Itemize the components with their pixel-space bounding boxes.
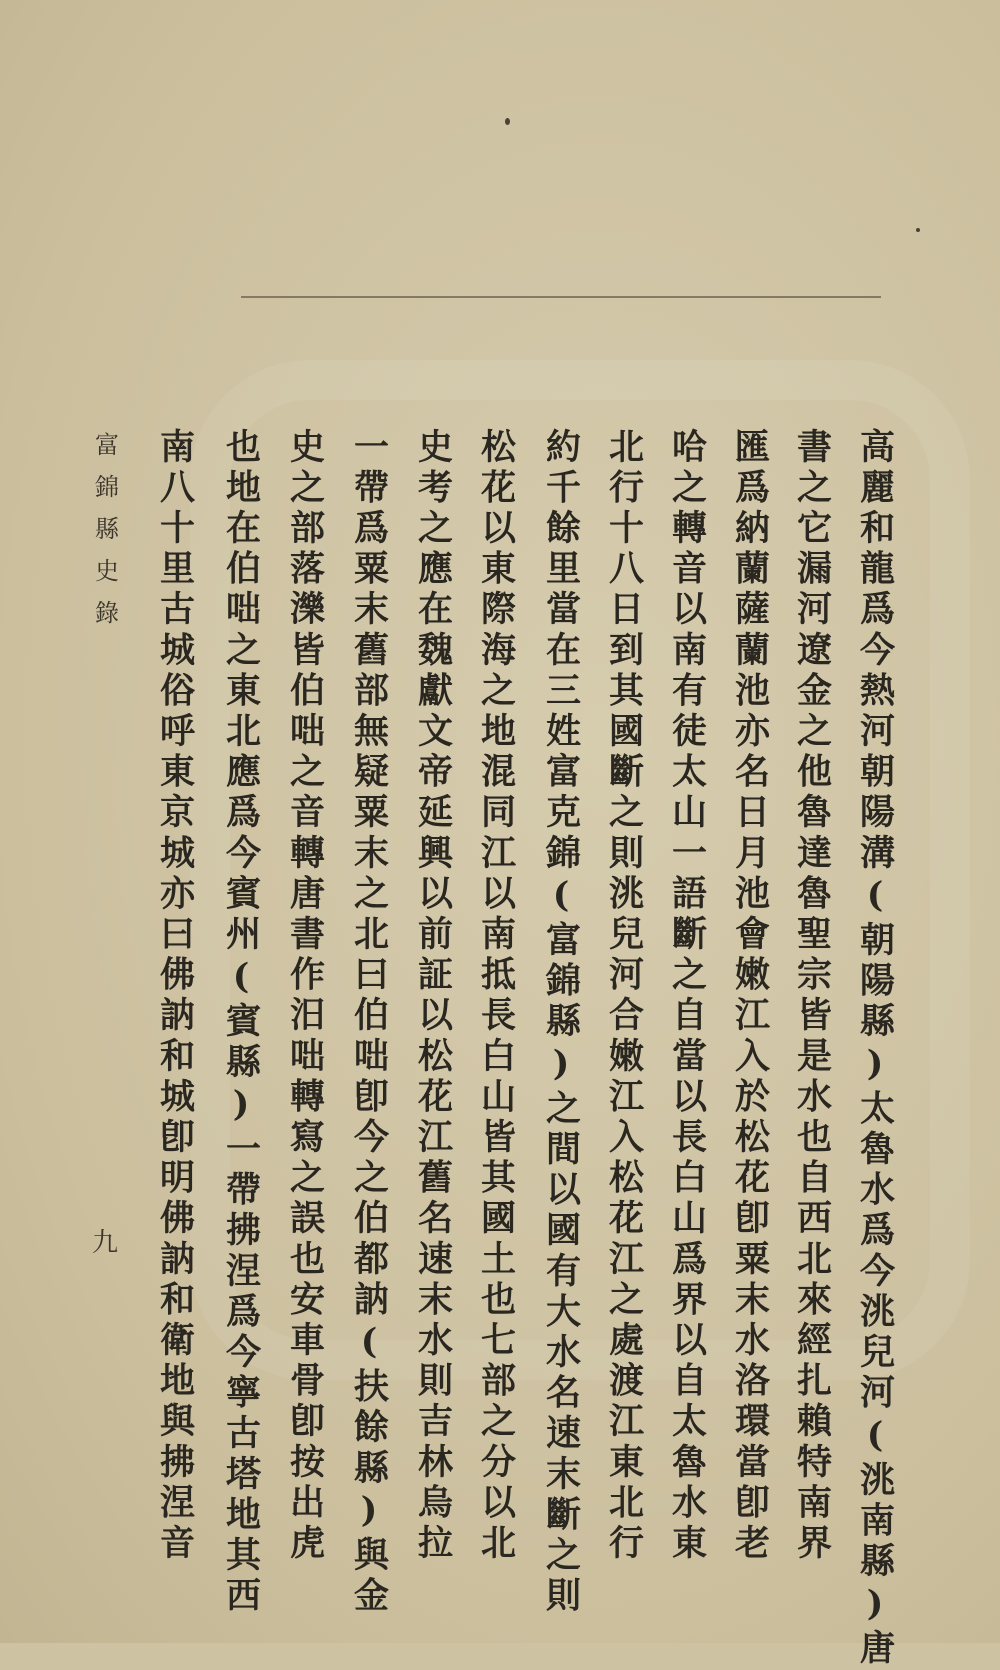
text-column-11: 也地在伯咄之東北應爲今賓州(賓縣)一帶拂涅爲今寧古塔地其西 bbox=[220, 428, 262, 1618]
header-rule bbox=[241, 296, 881, 298]
page-number: 九 bbox=[91, 1228, 119, 1258]
text-column-8: 史考之應在魏獻文帝延興以前証以松花江舊名速末水則吉林烏拉 bbox=[412, 428, 454, 1565]
text-column-3: 匯爲納蘭薩蘭池亦名日月池會嫩江入於松花卽粟末水洛環當卽老 bbox=[729, 428, 771, 1565]
text-column-10: 史之部落濼皆伯咄之音轉唐書作汨咄轉寫之誤也安車骨卽按出虎 bbox=[284, 428, 326, 1565]
text-column-12: 南八十里古城俗呼東京城亦曰佛訥和城卽明佛訥和衛地與拂涅音 bbox=[154, 428, 196, 1565]
text-column-7: 松花以東際海之地混同江以南抵長白山皆其國土也七部之分以北 bbox=[475, 428, 517, 1565]
ink-speck bbox=[505, 118, 510, 125]
text-column-1: 高麗和龍爲今熱河朝陽溝(朝陽縣)太魯水爲今洮兒河(洮南縣)唐 bbox=[854, 428, 896, 1670]
ink-speck bbox=[916, 228, 920, 232]
text-column-9: 一帶爲粟末舊部無疑粟末之北曰伯咄卽今之伯都訥(扶餘縣)與金 bbox=[348, 428, 390, 1618]
text-column-6: 約千餘里當在三姓富克錦(富錦縣)之間以國有大水名速末斷之則 bbox=[540, 428, 582, 1618]
text-column-5: 北行十八日到其國斷之則洮兒河合嫩江入松花江之處渡江東北行 bbox=[603, 428, 645, 1565]
text-column-2: 書之它漏河遼金之他魯達魯聖宗皆是水也自西北來經扎賴特南界 bbox=[791, 428, 833, 1565]
text-column-4: 哈之轉音以南有徒太山一語斷之自當以長白山爲界以自太魯水東 bbox=[666, 428, 708, 1565]
book-title: 富錦縣史錄 bbox=[90, 432, 119, 642]
